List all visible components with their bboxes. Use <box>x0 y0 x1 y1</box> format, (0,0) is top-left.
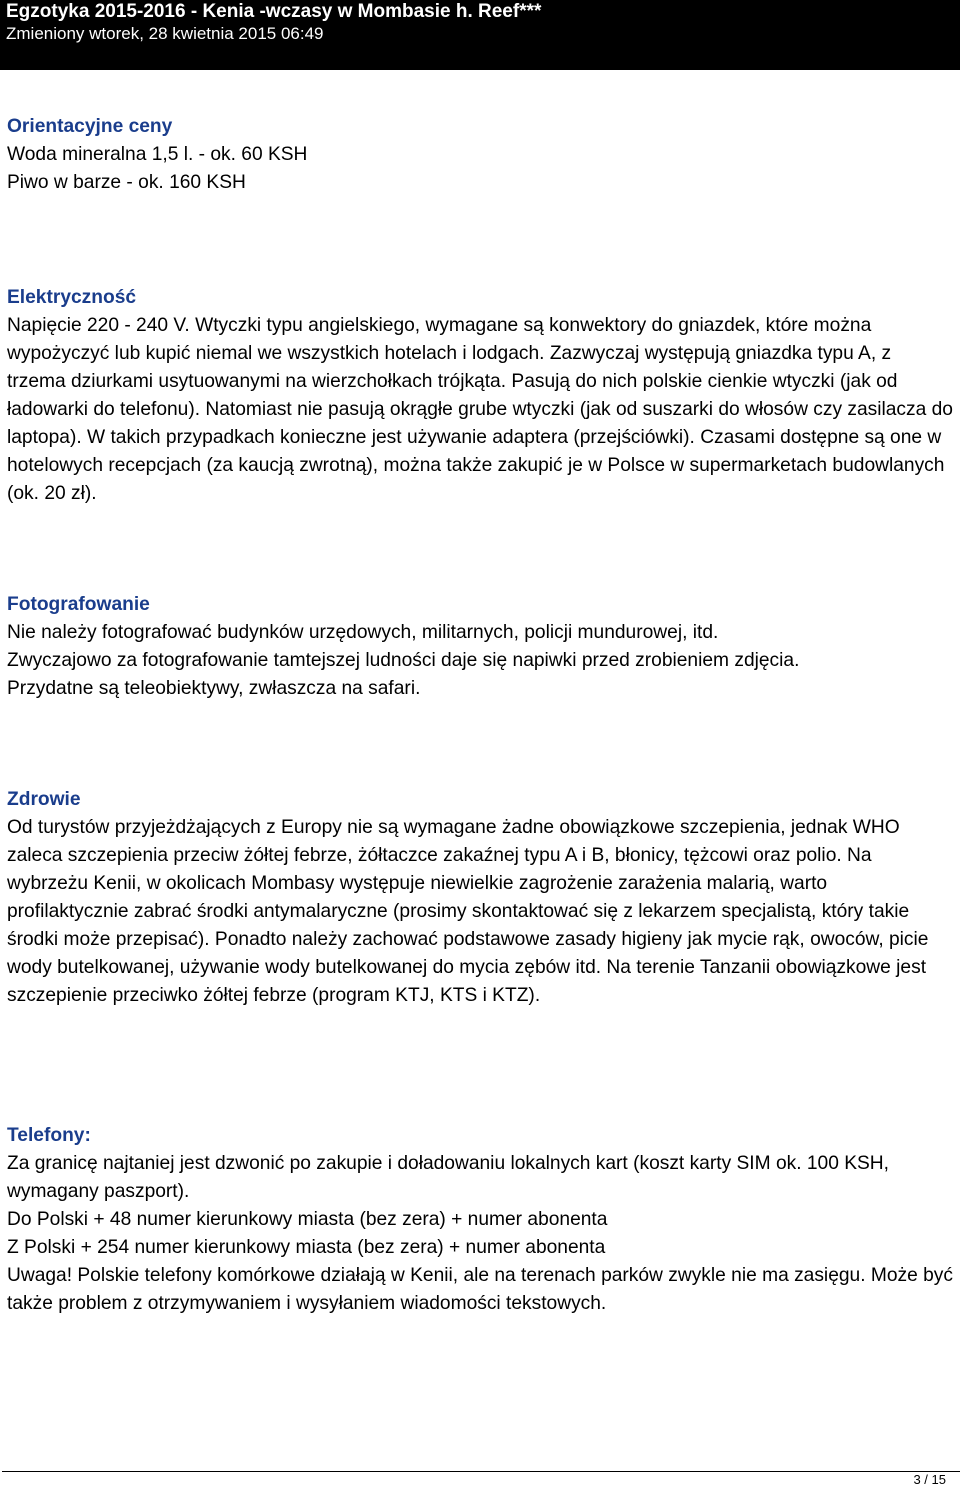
phones-text-3: Z Polski + 254 numer kierunkowy miasta (bez zera) + numer abonenta <box>7 1237 606 1258</box>
photography-line-1: Nie należy fotografować budynków urzędowych, militarnych, policji mundurowej, itd. <box>7 622 719 643</box>
photography-heading: Fotografowanie <box>7 594 150 615</box>
health-heading: Zdrowie <box>7 789 81 810</box>
health-text: Od turystów przyjeżdżających z Europy nie są wymagane żadne obowiązkowe szczepienia, jednak WHO zaleca szczepienia przeciw żółtej febrze, żółtaczce zakaźnej typu A i B, błonicy, tężcowi oraz polio. Na wybrzeżu Kenii, w okolicach Mombasy występuje niewielkie zagrożenie zarażenia malarią, warto profilaktycznie zabrać środki antymalaryczne (prosimy skontaktować się z lekarzem specjalistą, który takie środki może przepisać). Ponadto należy zachować podstawowe zasady higieny jak mycie rąk, owoców, picie wody butelkowanej, używanie wody butelkowanej do mycia zębów itd. Na terenie Tanzanii obowiązkowe jest szczepienie przeciwko żółtej febrze (program KTJ, KTS i KTZ). <box>7 817 929 1006</box>
prices-heading: Orientacyjne ceny <box>7 116 173 137</box>
phones-text-4: Uwaga! Polskie telefony komórkowe działają w Kenii, ale na terenach parków zwykle nie ma zasięgu. Może być także problem z otrzymywaniem i wysyłaniem wiadomości tekstowych. <box>7 1265 953 1314</box>
price-line-beer: Piwo w barze - ok. 160 KSH <box>7 172 246 193</box>
document-header <box>0 0 960 70</box>
phones-text-1: Za granicę najtaniej jest dzwonić po zakupie i doładowaniu lokalnych kart (koszt karty SIM ok. 100 KSH, wymagany paszport). <box>7 1153 889 1202</box>
prices-section <box>7 113 953 197</box>
modified-date: Zmieniony wtorek, 28 kwietnia 2015 06:49 <box>6 24 324 43</box>
photography-line-2: Zwyczajowo za fotografowanie tamtejszej ludności daje się napiwki przed zrobieniem zdjęcia. <box>7 650 800 671</box>
document-title: Egzotyka 2015-2016 - Kenia -wczasy w Mombasie h. Reef*** <box>6 1 542 22</box>
photography-section <box>7 591 953 703</box>
electricity-section <box>7 284 953 508</box>
photography-line-3: Przydatne są teleobiektywy, zwłaszcza na safari. <box>7 678 421 699</box>
electricity-heading: Elektryczność <box>7 287 137 308</box>
phones-section <box>7 1122 953 1318</box>
phones-heading: Telefony: <box>7 1125 91 1146</box>
health-section <box>7 786 953 1010</box>
price-line-water: Woda mineralna 1,5 l. - ok. 60 KSH <box>7 144 308 165</box>
phones-text-2: Do Polski + 48 numer kierunkowy miasta (bez zera) + numer abonenta <box>7 1209 608 1230</box>
electricity-text: Napięcie 220 - 240 V. Wtyczki typu angielskiego, wymagane są konwektory do gniazdek, które można wypożyczyć lub kupić niemal we wszystkich hotelach i lodgach. Zazwyczaj występują gniazdka typu A, z trzema dziurkami usytuowanymi na wierzchołkach trójkąta. Pasują do nich polskie cienkie wtyczki (jak od ładowarki do telefonu). Natomiast nie pasują okrągłe grube wtyczki (jak od suszarki do włosów czy zasilacza do laptopa). W takich przypadkach konieczne jest używanie adaptera (przejściówki). Czasami dostępne są one w hotelowych recepcjach (za kaucją zwrotną), można także zakupić je w Polsce w supermarketach budowlanych (ok. 20 zł). <box>7 315 953 504</box>
page-number: 3 / 15 <box>913 1472 946 1487</box>
footer-divider <box>2 1471 960 1472</box>
